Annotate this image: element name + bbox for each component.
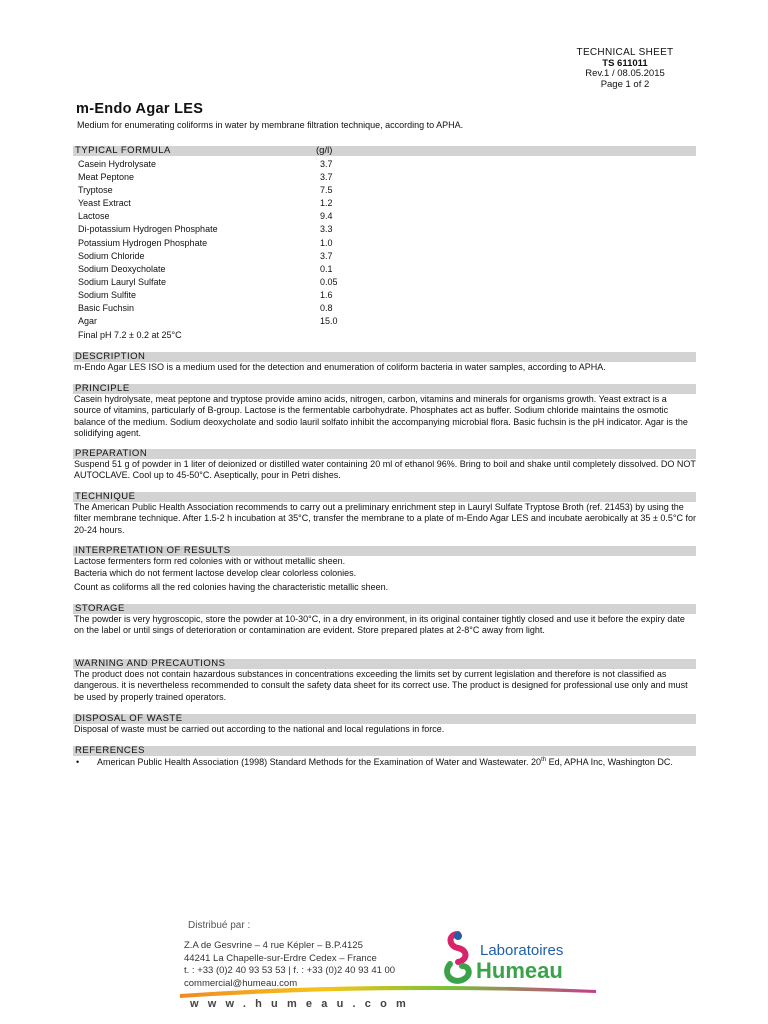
formula-row [78, 197, 378, 210]
ingredient-name: Tryptose [78, 185, 113, 196]
ingredient-name: Agar [78, 316, 98, 327]
formula-unit: (g/l) [316, 145, 333, 156]
ingredient-name: Sodium Sulfite [78, 289, 137, 300]
sheet-code: TS 611011 [602, 57, 648, 69]
section-heading-preparation: PREPARATION [73, 449, 696, 459]
ingredient-value: 7.5 [320, 185, 333, 196]
formula-row [78, 184, 378, 197]
section-heading-interpretation: INTERPRETATION OF RESULTS [73, 546, 696, 556]
distributed-by-label: Distribué par : [188, 920, 251, 931]
ingredient-value: 9.4 [320, 211, 333, 222]
ingredient-name: Potassium Hydrogen Phosphate [78, 237, 208, 248]
product-title: m-Endo Agar LES [76, 101, 204, 117]
formula-row [78, 158, 378, 171]
description-text: m-Endo Agar LES ISO is a medium used for the detection and enumeration of coliform bacteria in water samples, according to APHA. [74, 362, 606, 372]
formula-row [78, 315, 378, 328]
interpretation-line-1: Lactose fermenters form red colonies with or without metallic sheen. [74, 556, 346, 566]
section-heading-storage: STORAGE [73, 604, 696, 614]
ingredient-name: Yeast Extract [78, 198, 131, 209]
ingredient-name: Sodium Lauryl Sulfate [78, 276, 167, 287]
formula-table [78, 158, 378, 328]
reference-superscript: th [541, 757, 547, 763]
formula-row [78, 171, 378, 184]
preparation-text: Suspend 51 g of powder in 1 liter of deionized or distilled water containing 20 ml of ethanol 96%. Bring to boil and shake until completely dissolved. DO NOT AUTOCLAVE. Cool up to 45-50°C. Aseptically, pour in Petri dishes. [74, 459, 696, 481]
ingredient-value: 0.1 [320, 263, 333, 274]
ingredient-name: Sodium Chloride [78, 250, 145, 261]
sheet-type: TECHNICAL SHEET [576, 47, 674, 58]
product-subtitle: Medium for enumerating coliforms in water by membrane filtration technique, according to APHA. [77, 120, 464, 130]
logo-line-1: Laboratoires [480, 942, 564, 959]
ingredient-value: 1.0 [320, 237, 333, 248]
ingredient-name: Sodium Deoxycholate [78, 263, 166, 274]
section-heading-warning: WARNING AND PRECAUTIONS [73, 659, 696, 669]
formula-row [78, 237, 378, 250]
reference-text [97, 757, 696, 768]
website-link[interactable]: www.humeau.com [190, 998, 415, 1010]
technique-text: The American Public Health Association recommends to carry out a preliminary enrichment step in Lauryl Sulfate Tryptose Broth (ref. 21453) by using the filter membrane technique. After 1.5-2 h incubation at 35°C, transfer the membrane to a plate of m-Endo Agar LES and incubate aerobically at 35 ± 0.5°C for 20-24 hours. [74, 502, 696, 535]
section-heading-disposal: DISPOSAL OF WASTE [73, 714, 696, 724]
distributor-footer [178, 920, 598, 1016]
reference-tail: Ed, APHA Inc, Washington DC. [546, 757, 673, 767]
ingredient-value: 3.7 [320, 159, 333, 169]
reference-main: American Public Health Association (1998) Standard Methods for the Examination of Water and Wastewater. 20 [97, 757, 542, 767]
section-heading-technique: TECHNIQUE [73, 492, 696, 502]
ingredient-value: 1.6 [320, 289, 333, 300]
formula-row [78, 302, 378, 315]
section-heading-formula [73, 146, 696, 156]
formula-row [78, 276, 378, 289]
phone-fax: t. : +33 (0)2 40 93 53 53 | f. : +33 (0)2 40 93 41 00 [184, 965, 396, 976]
section-heading-references: REFERENCES [73, 746, 696, 756]
disposal-text: Disposal of waste must be carried out according to the national and local regulations in force. [74, 724, 445, 734]
storage-text: The powder is very hygroscopic, store the powder at 10-30°C, in a dry environment, in its original container tightly closed and use it before the expiry date on the label or until sings of deterioration or contamination are evident. Store prepared plates at 2-8°C away from light. [74, 614, 685, 636]
ingredient-value: 0.05 [320, 276, 338, 287]
warning-text: The product does not contain hazardous substances in concentrations exceeding the limits set by current legislation and therefore is not classified as dangerous. it is nevertheless recommended to consult the safety data sheet for its correct use. The product is designed for professional use only and must be used by properly trained operators. [74, 669, 688, 702]
address-line-2: 44241 La Chapelle-sur-Erdre Cedex – France [184, 952, 377, 964]
reference-item [74, 757, 696, 768]
email-link[interactable]: commercial@humeau.com [184, 977, 298, 989]
document-header [560, 48, 690, 90]
formula-row [78, 223, 378, 236]
humeau-logo-icon [440, 930, 476, 986]
ingredient-name: Di-potassium Hydrogen Phosphate [78, 224, 218, 235]
formula-row [78, 210, 378, 223]
ingredient-value: 1.2 [320, 198, 333, 209]
final-ph: Final pH 7.2 ± 0.2 at 25°C [78, 330, 182, 340]
ingredient-value: 3.7 [320, 172, 333, 183]
formula-row [78, 250, 378, 263]
revision: Rev.1 / 08.05.2015 [585, 68, 665, 79]
ingredient-value: 15.0 [320, 316, 338, 327]
ingredient-name: Meat Peptone [78, 172, 135, 183]
ingredient-value: 3.7 [320, 250, 333, 261]
formula-row [78, 289, 378, 302]
logo-line-2: Humeau [476, 958, 563, 983]
ingredient-name: Lactose [78, 211, 110, 222]
page-number: Page 1 of 2 [600, 78, 650, 90]
interpretation-line-2: Bacteria which do not ferment lactose develop clear colorless colonies. [74, 568, 357, 578]
formula-row [78, 263, 378, 276]
section-heading-description: DESCRIPTION [73, 352, 696, 362]
ingredient-name: Casein Hydrolysate [78, 159, 157, 169]
formula-heading: TYPICAL FORMULA [75, 145, 171, 156]
address-line-1: Z.A de Gesvrine – 4 rue Képler – B.P.4125 [184, 940, 363, 951]
interpretation-line-3: Count as coliforms all the red colonies having the characteristic metallic sheen. [74, 582, 389, 592]
bullet-icon: • [76, 757, 80, 767]
ingredient-name: Basic Fuchsin [78, 303, 135, 314]
ingredient-value: 3.3 [320, 224, 333, 235]
ingredient-value: 0.8 [320, 303, 333, 314]
principle-text: Casein hydrolysate, meat peptone and tryptose provide amino acids, nitrogen, carbon, vitamins and minerals for organisms growth. Yeast extract is a source of vitamins, particularly of B-group. Lactose is the fermentable carbohydrate. Phosphates act as buffer. Sodium chloride maintains the osmotic balance of the medium. Sodium deoxycholate and sodio lauril solfato inhibit the accompanying microbial flora. Basic fuchsin is the pH indicator. Agar is the solidifying agent. [74, 394, 688, 438]
section-heading-principle: PRINCIPLE [73, 384, 696, 394]
